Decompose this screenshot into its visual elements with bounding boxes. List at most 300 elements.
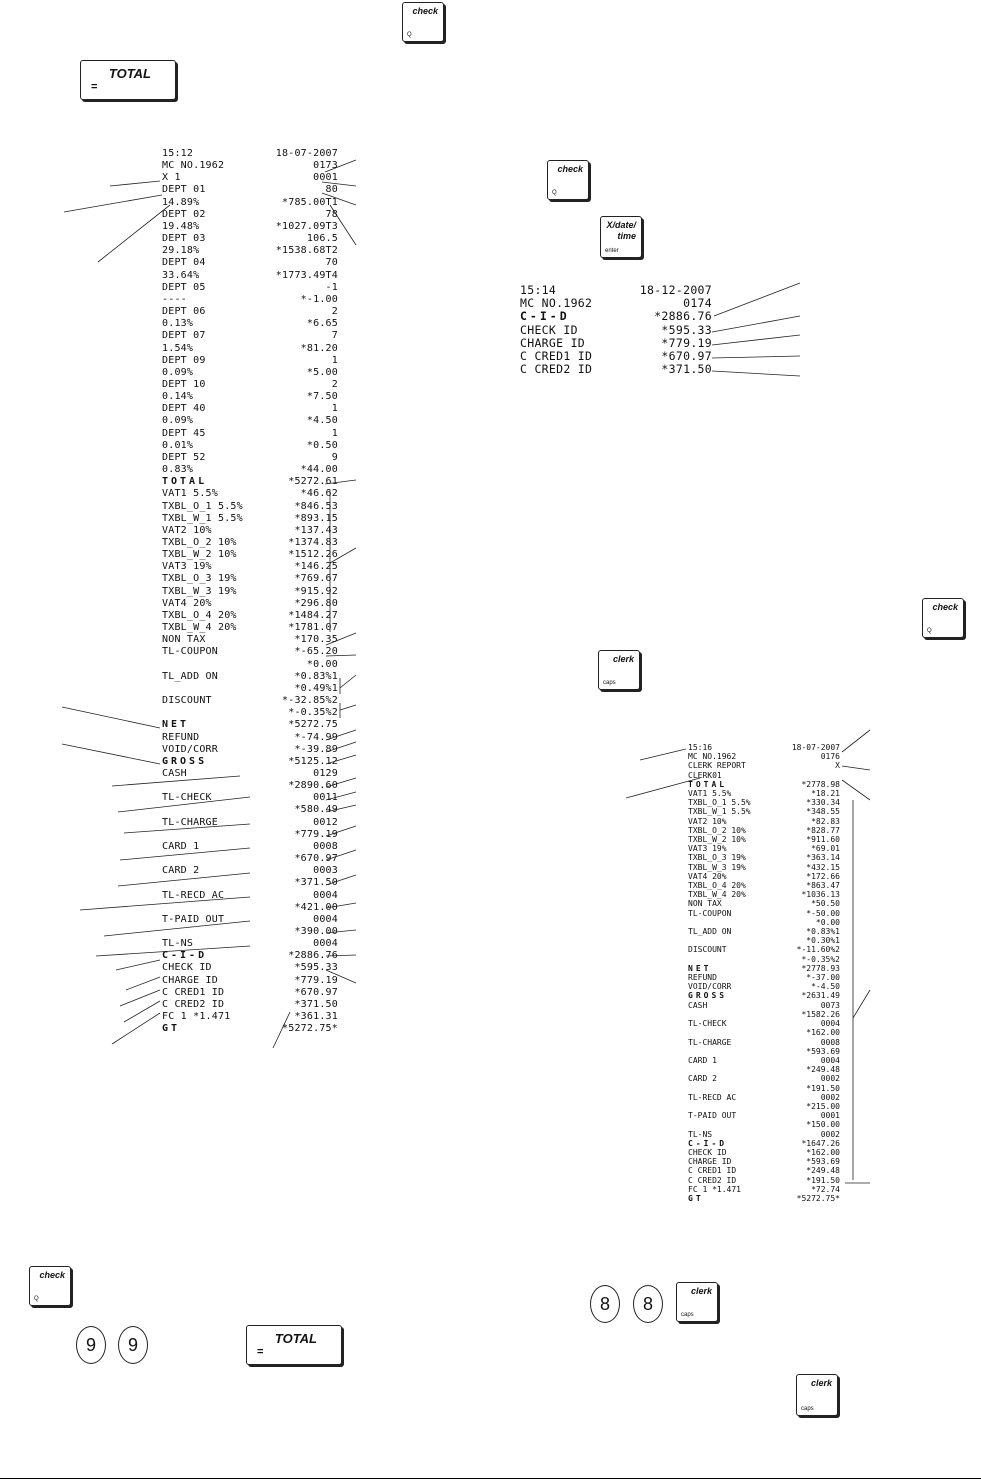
row-value: 0002 <box>820 1074 840 1084</box>
receipt-row <box>162 355 338 367</box>
receipt-row <box>162 962 338 974</box>
row-value: 9 <box>331 451 338 463</box>
row-label: 15:12 <box>162 148 194 159</box>
row-value: *7.50 <box>306 391 338 403</box>
receipt-row <box>688 1166 840 1175</box>
row-value: *580.49 <box>294 804 338 816</box>
receipt-row <box>162 975 338 987</box>
row-value: 0004 <box>313 913 338 925</box>
row-value: *595.33 <box>294 962 338 974</box>
receipt-row <box>162 646 338 658</box>
receipt-row <box>162 488 338 500</box>
row-value: *893.15 <box>294 512 338 524</box>
row-value: 0004 <box>820 1019 840 1029</box>
row-label: NON TAX <box>162 634 206 646</box>
row-value: *1374.83 <box>288 537 338 548</box>
receipt-row <box>688 890 840 899</box>
receipt-row <box>162 172 338 184</box>
row-value: *82.83 <box>811 816 840 826</box>
receipt-row <box>688 771 840 780</box>
row-value: *390.00 <box>294 926 338 937</box>
row-label: TXBL_W_2 10% <box>162 549 237 561</box>
row-value: *50.50 <box>811 899 840 909</box>
row-value: *162.00 <box>806 1147 840 1157</box>
row-value: *670.97 <box>294 986 338 998</box>
row-label: TL-NS <box>688 1129 713 1139</box>
row-label: REFUND <box>688 973 717 983</box>
receipt-row <box>688 1157 840 1166</box>
row-label: DISCOUNT <box>688 945 727 955</box>
row-label: 0.83% <box>162 464 194 476</box>
row-label: CHECK ID <box>162 962 212 974</box>
receipt-row <box>162 464 338 476</box>
receipt-row <box>162 318 338 330</box>
row-label: TXBL_O_2 10% <box>688 825 746 835</box>
receipt-row <box>162 598 338 610</box>
row-value: *-0.35%2 <box>801 954 840 964</box>
row-label: TXBL_W_3 19% <box>688 862 746 872</box>
receipt-row <box>162 573 338 585</box>
receipt-row <box>688 881 840 890</box>
check-key-right[interactable] <box>547 160 589 200</box>
receipt-row <box>162 403 338 415</box>
row-label: TXBL_W_2 10% <box>688 835 746 845</box>
row-value: *348.55 <box>806 807 840 817</box>
receipt-row <box>162 890 338 902</box>
row-value: *170.35 <box>294 634 338 646</box>
receipt-row <box>688 1148 840 1157</box>
row-label: VAT1 5.5% <box>688 789 732 799</box>
row-value: 0174 <box>683 296 712 311</box>
check-key-sub: Q <box>34 1296 39 1302</box>
receipt-row <box>688 789 840 798</box>
row-label: CASH <box>688 1000 708 1010</box>
check-key-label: check <box>39 1270 65 1280</box>
row-label: C CRED2 ID <box>162 998 225 1010</box>
receipt-row <box>162 732 338 744</box>
row-label: C CRED1 ID <box>520 349 593 364</box>
receipt-row <box>162 756 338 768</box>
row-value: *46.62 <box>300 488 338 500</box>
nine-key-2[interactable]: 9 <box>118 1326 148 1364</box>
row-value: 0003 <box>313 865 338 877</box>
row-value: 2 <box>331 378 338 390</box>
row-value: *2778.93 <box>801 963 840 973</box>
receipt-row <box>688 817 840 826</box>
receipt-row <box>688 1028 840 1037</box>
row-value: *18.21 <box>811 789 840 799</box>
total-key-label: TOTAL <box>274 1331 317 1346</box>
row-label: TXBL_O_1 5.5% <box>688 798 751 808</box>
check-key-top[interactable] <box>402 2 444 42</box>
row-value: *2778.98 <box>801 779 840 789</box>
receipt-row <box>688 872 840 881</box>
row-value: *-4.50 <box>811 982 840 992</box>
row-label: TL-COUPON <box>162 646 218 658</box>
receipt-row <box>688 964 840 973</box>
receipt-row <box>162 707 338 719</box>
receipt-row <box>162 282 338 294</box>
row-value: *1027.09T3 <box>275 220 338 232</box>
row-label: MC NO.1962 <box>688 752 737 762</box>
row-value: *330.34 <box>806 798 840 808</box>
row-value: *-65.20 <box>294 646 338 658</box>
row-label: CHARGE ID <box>162 974 218 986</box>
row-value: *0.50 <box>306 439 338 451</box>
row-label: TXBL_O_4 20% <box>688 881 746 891</box>
row-value: *-0.35%2 <box>288 707 338 719</box>
row-value: 1 <box>331 427 338 439</box>
row-value: 106.5 <box>306 233 338 245</box>
xdatetime-key[interactable] <box>600 216 642 258</box>
row-label: C CRED2 ID <box>520 362 593 377</box>
receipt-row <box>688 1102 840 1111</box>
row-value: 0001 <box>313 172 338 184</box>
row-label: GT <box>688 1193 704 1203</box>
receipt-row <box>688 1130 840 1139</box>
row-label: 15:14 <box>520 283 557 297</box>
receipt-row <box>162 1011 338 1023</box>
row-value: *361.31 <box>294 1011 338 1023</box>
row-label: DEPT 05 <box>162 281 206 293</box>
row-value: *172.66 <box>806 871 840 881</box>
check-key-mid[interactable] <box>922 598 964 638</box>
row-value: *2886.76 <box>288 950 338 962</box>
row-label: DEPT 07 <box>162 330 206 342</box>
receipt-row <box>520 363 712 376</box>
row-label: TXBL_W_1 5.5% <box>162 512 243 524</box>
row-value: *670.97 <box>294 853 338 865</box>
receipt-row <box>688 1047 840 1056</box>
row-label: TXBL_O_2 10% <box>162 537 237 548</box>
row-label: VAT2 10% <box>162 524 212 536</box>
receipt-row <box>688 1056 840 1065</box>
receipt-row <box>688 1120 840 1129</box>
clerk-key-bottom1[interactable] <box>676 1282 718 1322</box>
row-value: 1 <box>331 403 338 415</box>
receipt-row <box>688 973 840 982</box>
row-label: C-I-D <box>162 950 208 962</box>
receipt-row <box>688 798 840 807</box>
receipt-row <box>162 184 338 196</box>
row-label: 33.64% <box>162 269 200 281</box>
receipt-row <box>688 752 840 761</box>
row-value: *162.00 <box>806 1028 840 1038</box>
row-label: 0.09% <box>162 366 194 378</box>
row-label: CARD 1 <box>162 840 200 852</box>
receipt-row <box>162 525 338 537</box>
receipt-row <box>162 586 338 598</box>
row-label: TL-CHECK <box>688 1019 727 1029</box>
row-label: VAT3 19% <box>162 561 212 573</box>
check-key-label: check <box>557 164 583 174</box>
row-label: CLERK REPORT <box>688 761 746 771</box>
row-label: TXBL_O_3 19% <box>162 573 237 585</box>
total-key-sub: = <box>257 1346 264 1358</box>
row-value: *846.53 <box>294 500 338 512</box>
row-value: *593.69 <box>806 1046 840 1056</box>
row-value: *911.60 <box>806 835 840 845</box>
receipt-row <box>162 792 338 804</box>
row-label: TXBL_O_1 5.5% <box>162 500 243 512</box>
row-label: CARD 2 <box>162 865 200 877</box>
clerk-key-bottom2[interactable] <box>796 1374 838 1416</box>
row-label: 0.14% <box>162 391 194 403</box>
row-value: 0173 <box>313 160 338 172</box>
row-value: *5272.61 <box>288 476 338 488</box>
receipt-row <box>162 610 338 622</box>
row-value: *779.19 <box>294 974 338 986</box>
row-value: *296.80 <box>294 597 338 609</box>
row-value: 1 <box>331 354 338 366</box>
receipt-row <box>162 902 338 914</box>
row-value: *5125.12 <box>288 755 338 767</box>
row-label: TL-NS <box>162 938 194 950</box>
row-label: 0.09% <box>162 415 194 427</box>
receipt-row <box>688 1065 840 1074</box>
receipt-row <box>688 807 840 816</box>
receipt-row <box>162 768 338 780</box>
row-value: 18-12-2007 <box>639 283 712 297</box>
receipt-row <box>688 1185 840 1194</box>
row-label: DEPT 06 <box>162 306 206 318</box>
receipt-row <box>162 221 338 233</box>
receipt-row <box>162 999 338 1011</box>
receipt-row <box>162 671 338 683</box>
receipt-row <box>162 415 338 427</box>
row-value: *191.50 <box>806 1083 840 1093</box>
receipt-row <box>162 659 338 671</box>
row-label: TXBL_O_3 19% <box>688 853 746 863</box>
receipt-row <box>688 1010 840 1019</box>
row-label: DEPT 45 <box>162 427 206 439</box>
receipt-row <box>688 826 840 835</box>
receipt-row <box>162 804 338 816</box>
receipt-row <box>688 1074 840 1083</box>
row-value: *0.49%1 <box>294 682 338 694</box>
row-value: *779.19 <box>661 335 712 350</box>
row-value: -1 <box>325 281 338 293</box>
receipt-row <box>688 1093 840 1102</box>
row-label: FC 1 *1.471 <box>688 1184 741 1194</box>
row-label: TOTAL <box>162 476 208 488</box>
receipt-row <box>162 1023 338 1035</box>
receipt-row <box>162 160 338 172</box>
receipt-row <box>162 197 338 209</box>
receipt-row <box>162 817 338 829</box>
receipt-row <box>162 148 338 160</box>
row-label: DEPT 01 <box>162 184 206 196</box>
row-value: *150.00 <box>806 1120 840 1130</box>
row-value: 0004 <box>313 938 338 950</box>
row-label: C CRED1 ID <box>162 986 225 998</box>
receipt-clerk-report <box>688 743 840 1203</box>
row-label: NET <box>688 963 712 973</box>
receipt-full-report <box>162 148 338 1035</box>
check-key-sub: Q <box>407 32 412 38</box>
row-value: *-37.00 <box>806 973 840 983</box>
row-value: *6.65 <box>306 318 338 330</box>
row-label: TL-CHECK <box>162 792 212 804</box>
total-key-bottom[interactable] <box>246 1325 342 1365</box>
xdatetime-key-label: X/date/ time <box>606 220 636 241</box>
receipt-row <box>162 744 338 756</box>
receipt-row <box>688 844 840 853</box>
receipt-row <box>688 936 840 945</box>
clerk-key-mid[interactable] <box>598 650 640 690</box>
row-label: VAT4 20% <box>162 597 212 609</box>
row-value: *5272.75 <box>288 719 338 731</box>
check-key-bottom[interactable] <box>29 1266 71 1306</box>
receipt-row <box>688 1111 840 1120</box>
row-value: *828.77 <box>806 825 840 835</box>
row-label: TL_ADD ON <box>162 670 218 682</box>
row-label: CARD 1 <box>688 1055 717 1065</box>
row-value: 0011 <box>313 792 338 804</box>
row-value: *5272.75* <box>796 1193 840 1203</box>
row-value: 70 <box>325 257 338 269</box>
row-label: C-I-D <box>520 309 570 324</box>
row-label: GROSS <box>688 991 728 1001</box>
row-value: *371.50 <box>294 877 338 889</box>
eight-key-2[interactable]: 8 <box>633 1285 663 1323</box>
row-label: CHECK ID <box>520 322 578 337</box>
clerk-key-label: clerk <box>690 1286 712 1296</box>
receipt-row <box>162 683 338 695</box>
row-value: *432.15 <box>806 862 840 872</box>
row-label: NET <box>162 719 190 731</box>
row-value: *595.33 <box>661 322 712 337</box>
row-label: CHARGE ID <box>688 1157 732 1167</box>
row-value: *863.47 <box>806 881 840 891</box>
row-label: VOID/CORR <box>162 743 218 755</box>
receipt-row <box>520 324 712 337</box>
receipt-row <box>688 761 840 770</box>
row-value: 78 <box>325 208 338 220</box>
receipt-row <box>162 695 338 707</box>
receipt-row <box>162 926 338 938</box>
row-value: *2886.76 <box>654 309 712 324</box>
check-key-label: check <box>932 602 958 612</box>
receipt-row <box>162 634 338 646</box>
row-value: *371.50 <box>661 362 712 377</box>
row-value: 80 <box>325 184 338 196</box>
row-label: MC NO.1962 <box>162 160 225 172</box>
total-key-label: TOTAL <box>108 66 151 81</box>
clerk-key-sub: caps <box>681 1312 694 1318</box>
receipt-row <box>162 440 338 452</box>
row-label: DEPT 10 <box>162 378 206 390</box>
receipt-row <box>162 452 338 464</box>
row-value: X <box>835 761 840 771</box>
receipt-row <box>162 330 338 342</box>
row-value: 0002 <box>820 1129 840 1139</box>
receipt-row <box>162 379 338 391</box>
receipt-row <box>688 743 840 752</box>
row-value: *191.50 <box>806 1175 840 1185</box>
receipt-row <box>162 719 338 731</box>
row-value: *69.01 <box>811 844 840 854</box>
receipt-row <box>162 501 338 513</box>
receipt-row <box>688 955 840 964</box>
row-value: *-1.00 <box>300 293 338 305</box>
row-value: *72.74 <box>811 1184 840 1194</box>
row-value: *371.50 <box>294 998 338 1010</box>
receipt-row <box>162 987 338 999</box>
row-label: TXBL_W_3 19% <box>162 585 237 597</box>
clerk-key-sub: caps <box>603 680 616 686</box>
row-value: *4.50 <box>306 415 338 427</box>
row-value: *785.00T1 <box>282 196 338 208</box>
nine-key-1[interactable]: 9 <box>76 1326 106 1364</box>
receipt-row <box>162 549 338 561</box>
row-value: 18-07-2007 <box>791 743 840 752</box>
row-value: 0012 <box>313 816 338 828</box>
row-label: CHARGE ID <box>520 335 586 350</box>
row-label: 1.54% <box>162 342 194 354</box>
receipt-row <box>688 927 840 936</box>
receipt-row <box>688 853 840 862</box>
row-label: TXBL_W_1 5.5% <box>688 807 751 817</box>
receipt-row <box>162 914 338 926</box>
row-value: 0002 <box>820 1092 840 1102</box>
row-label: X 1 <box>162 172 181 184</box>
receipt-row <box>162 257 338 269</box>
receipt-row <box>162 233 338 245</box>
row-value: *670.97 <box>661 349 712 364</box>
row-label: DEPT 04 <box>162 257 206 269</box>
row-label: FC 1 *1.471 <box>162 1011 231 1023</box>
check-key-sub: Q <box>927 628 932 634</box>
row-label: CHECK ID <box>688 1147 727 1157</box>
receipt-row <box>162 209 338 221</box>
clerk-key-label: clerk <box>810 1378 832 1388</box>
row-value: *0.00 <box>306 658 338 670</box>
row-value: *593.69 <box>806 1157 840 1167</box>
receipt-row <box>162 476 338 488</box>
row-value: *0.00 <box>815 917 840 927</box>
row-label: TL-COUPON <box>688 908 732 918</box>
row-label: TOTAL <box>688 779 728 789</box>
row-value: *-50.00 <box>806 908 840 918</box>
row-value: *249.48 <box>806 1065 840 1075</box>
receipt-row <box>162 245 338 257</box>
receipt-cid-report <box>520 284 712 376</box>
eight-key-1[interactable]: 8 <box>590 1285 620 1323</box>
row-value: 0073 <box>820 1000 840 1010</box>
row-label: C CRED1 ID <box>688 1166 737 1176</box>
row-label: DEPT 02 <box>162 208 206 220</box>
row-label: GT <box>162 1023 181 1035</box>
row-label: MC NO.1962 <box>520 296 593 311</box>
receipt-row <box>162 938 338 950</box>
total-key-top[interactable] <box>80 60 176 100</box>
row-value: 0008 <box>820 1037 840 1047</box>
row-value: 2 <box>331 306 338 318</box>
row-value: *-74.99 <box>294 731 338 743</box>
row-value: *1582.26 <box>801 1009 840 1019</box>
clerk-key-sub: caps <box>801 1406 814 1412</box>
row-value: *1484.27 <box>288 609 338 621</box>
receipt-row <box>688 1019 840 1028</box>
row-value: *5272.75* <box>282 1023 338 1035</box>
row-value: *137.43 <box>294 524 338 536</box>
row-value: *1036.13 <box>801 890 840 900</box>
receipt-row <box>162 780 338 792</box>
row-label: NON TAX <box>688 899 722 909</box>
row-label: 0.01% <box>162 439 194 451</box>
receipt-row <box>688 835 840 844</box>
